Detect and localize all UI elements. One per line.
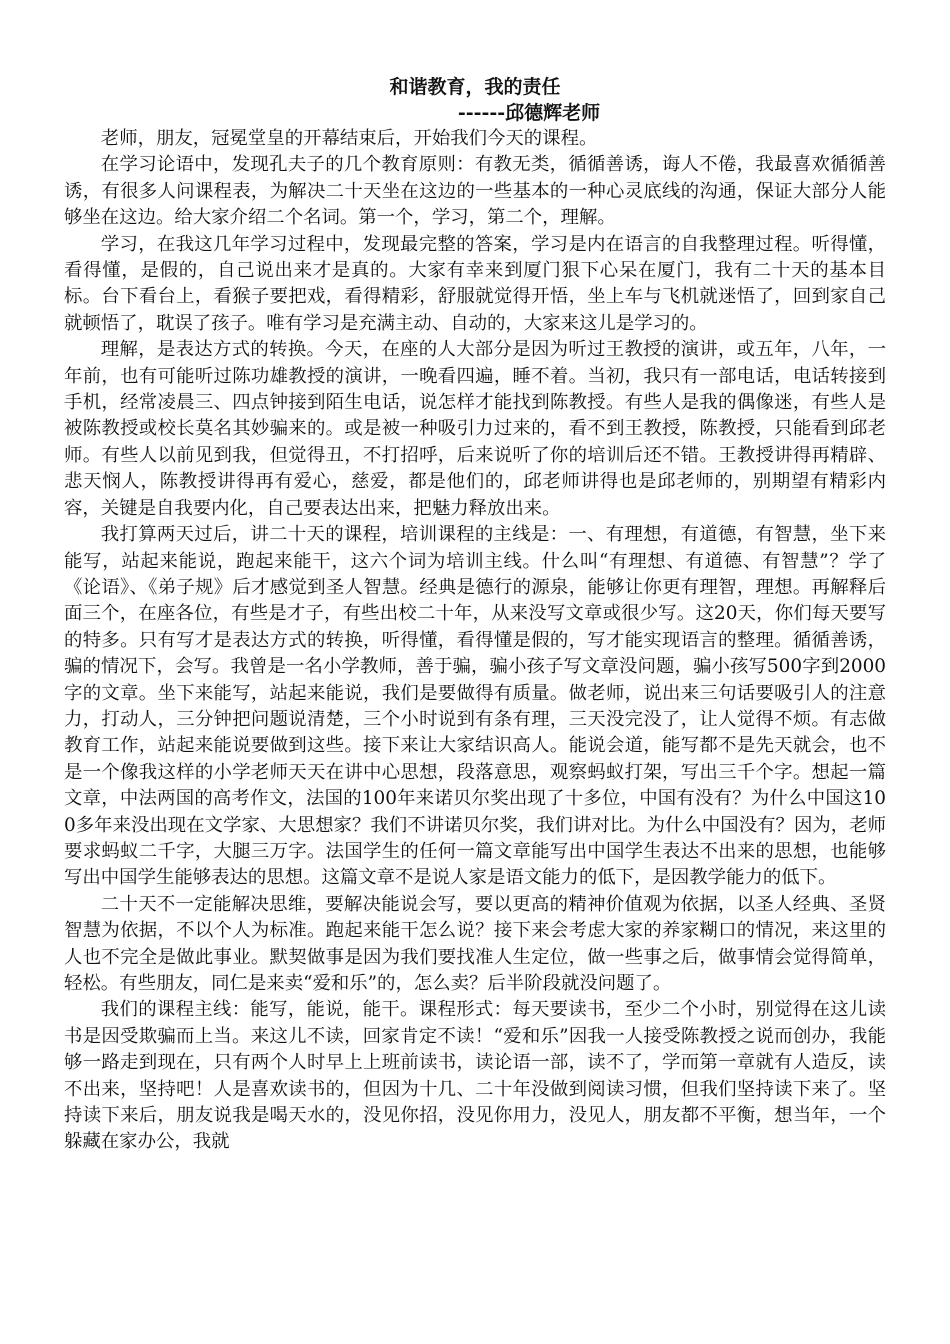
paragraph: 老师，朋友，冠冕堂皇的开幕结束后，开始我们今天的课程。 [100, 128, 598, 149]
paragraph: 我打算两天过后，讲二十天的课程，培训课程的主线是：一、有理想，有道德，有智慧，坐下来能写，站起来能说，跑起来能干，这六个词为培训主线。什么叫“有理想、有道德、有智慧”？学了《论语》、《弟子规》后才感觉到圣人智慧。经典是德行的源泉，能够让你更有理智，理想。再解释后面三个，在座各位，有些是才子，有些出校二十年，从来没写文章或很少写。这20天，你们每天要写的特多。只有写才是表达方式的转换，听得懂，看得懂是假的，写才能实现语言的整理。循循善诱，骗的情况下，会写。我曾是一名小学教师，善于骗，骗小孩子写文章没问题，骗小孩写500字到2000字的文章。坐下来能写，站起来能说，我们是要做得有质量。做老师，说出来三句话要吸引人的注意力，打动人，三分钟把问题说清楚，三个小时说到有条有理，三天没完没了，让人觉得不烦。有志做教育工作，站起来能说要做到这些。接下来让大家结识高人。能说会道，能写都不是先天就会，也不是一个像我这样的小学老师天天在讲中心思想，段落意思，观察蚂蚁打架，写出三千个字。想起一篇文章，中法两国的高考作文，法国的100年来诺贝尔奖出现了十多位，中国有没有？为什么中国这100多年来没出现在文学家、大思想家？我们不讲诺贝尔奖，我们讲对比。为什么中国没有？因为，老师要求蚂蚁二千字，大腿三万字。法国学生的任何一篇文章能写出中国学生表达不出来的思想，也能够写出中国学生能够表达的思想。这篇文章不是说人家是语文能力的低下，是因教学能力的低下。 [64, 524, 886, 889]
paragraph: 学习，在我这几年学习过程中，发现最完整的答案，学习是内在语言的自我整理过程。听得懂，看得懂，是假的，自己说出来才是真的。大家有幸来到厦门狠下心呆在厦门，我有二十天的基本目标。台下看台上，看猴子要把戏，看得精彩，舒服就觉得开悟，坐上车与飞机就迷悟了，回到家自己就顿悟了，耽误了孩子。唯有学习是充满主动、自动的，大家来这儿是学习的。 [64, 233, 886, 334]
paragraph: 理解，是表达方式的转换。今天，在座的人大部分是因为听过王教授的演讲，或五年，八年，一年前，也有可能听过陈功雄教授的演讲，一晚看四遍，睡不着。当初，我只有一部电话，电话转接到手机，经常凌晨三、四点钟接到陌生电话，说怎样才能找到陈教授。有些人是我的偶像迷，有些人是被陈教授或校长莫名其妙骗来的。或是被一种吸引力过来的，看不到王教授，陈教授，只能看到邱老师。有些人以前见到我，但觉得丑，不打招呼，后来说听了你的培训后还不错。王教授讲得再精辟、悲天悯人，陈教授讲得再有爱心，慈爱，都是他们的，邱老师讲得也是邱老师的，别期望有精彩内容，关键是自我要内化，自己要表达出来，把魅力释放出来。 [64, 339, 886, 519]
document-title: 和谐教育，我的责任 [389, 76, 561, 98]
document-byline: ------邱德辉老师 [457, 102, 601, 124]
document-page [64, 74, 886, 1156]
paragraph: 二十天不一定能解决思维，要解决能说会写，要以更高的精神价值观为依据，以圣人经典、圣贤智慧为依据，不以个人为标准。跑起来能干怎么说？接下来会考虑大家的养家糊口的情况，来这里的人也不完全是做此事业。默契做事是因为我们要找准人生定位，做一些事之后，做事情会觉得简单，轻松。有些朋友，同仁是来卖“爱和乐”的，怎么卖？后半阶段就没问题了。 [64, 893, 886, 994]
paragraph: 在学习论语中，发现孔夫子的几个教育原则：有教无类，循循善诱，诲人不倦，我最喜欢循循善诱，有很多人问课程表，为解决二十天坐在这边的一些基本的一种心灵底线的沟通，保证大部分人能够坐在这边。给大家介绍二个名词。第一个，学习，第二个，理解。 [64, 154, 886, 229]
paragraph: 我们的课程主线：能写，能说，能干。课程形式：每天要读书，至少二个小时，别觉得在这儿读书是因受欺骗而上当。来这儿不读，回家肯定不读！“爱和乐”因我一人接受陈教授之说而创办，我能够一路走到现在，只有两个人时早上上班前读书，读论语一部，读不了，学而第一章就有人造反，读不出来，坚持吧！人是喜欢读书的，但因为十几、二十年没做到阅读习惯，但我们坚持读下来了。坚持读下来后，朋友说我是喝天水的，没见你招，没见你用力，没见人，朋友都不平衡，想当年，一个躲藏在家办公，我就 [64, 999, 886, 1153]
